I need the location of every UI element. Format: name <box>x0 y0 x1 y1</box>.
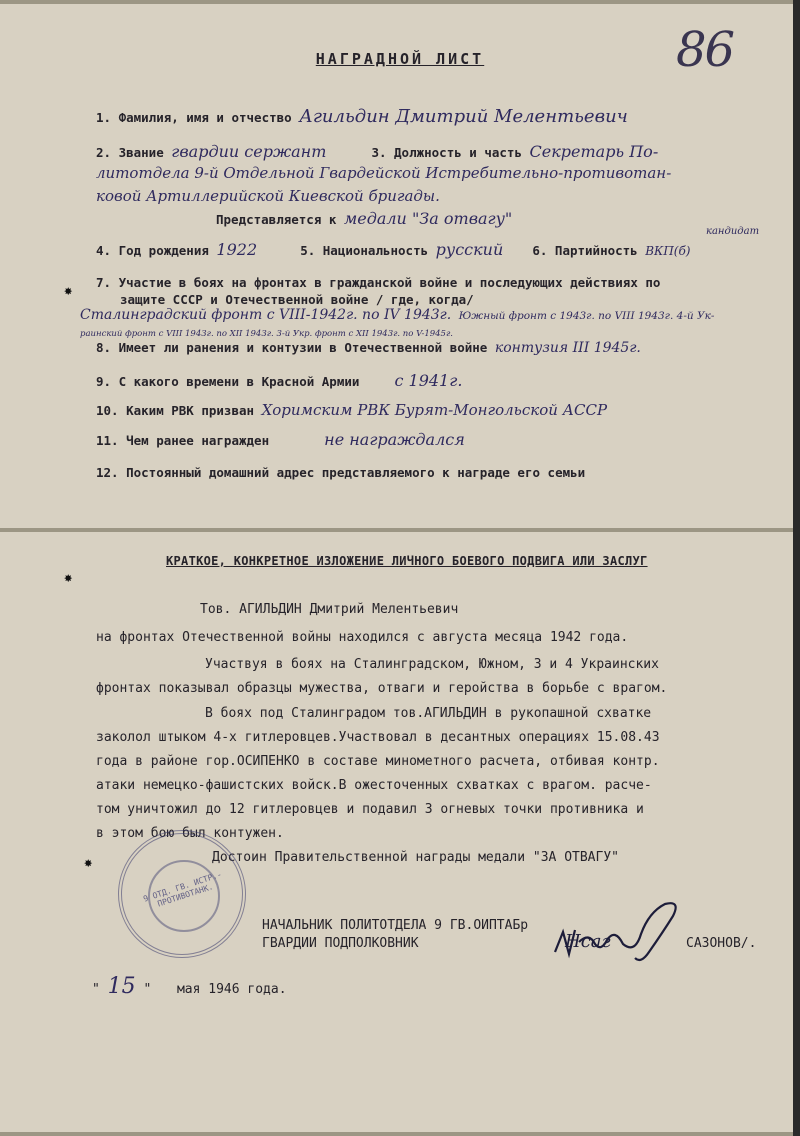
presented-label: Представляется к <box>216 212 337 227</box>
field-3-value-a: Секретарь По- <box>529 142 659 161</box>
field-3-line-b <box>96 164 671 182</box>
narrative-line-1: Тов. АГИЛЬДИН Дмитрий Мелентьевич <box>200 602 459 617</box>
field-7-value-a: Сталинградский фронт с VIII-1942г. по IV 1943г. <box>80 307 452 323</box>
narrative-line-4: фронтах показывал образцы мужества, отваги и геройства в борьбе с врагом. <box>96 681 668 696</box>
field-2 <box>96 142 658 161</box>
punch-hole-icon: ✸ <box>84 855 93 871</box>
field-3-value-c: ковой Артиллерийской Киевской бригады. <box>96 187 440 205</box>
field-3-label: 3. Должность и часть <box>371 145 522 160</box>
punch-hole-icon: ✸ <box>64 283 73 299</box>
field-8-value: контузия III 1945г. <box>494 340 641 356</box>
corner-page-number: 86 <box>676 22 734 78</box>
field-9-label: 9. С какого времени в Красной Армии <box>96 374 360 389</box>
field-11 <box>96 430 465 449</box>
field-12-label: 12. Постоянный домашний адрес представляемого к награде его семьи <box>96 465 586 480</box>
official-stamp <box>118 830 246 958</box>
field-10-value: Хоримским РВК Бурят-Монгольской АССР <box>261 401 608 419</box>
narrative-line-2: на фронтах Отечественной войны находился с августа месяца 1942 года. <box>96 630 629 645</box>
scan-edge <box>793 0 800 1136</box>
field-2-value: гвардии сержант <box>171 142 327 161</box>
handwritten-signature <box>545 892 695 967</box>
field-1-label: 1. Фамилия, имя и отчество <box>96 110 292 125</box>
field-10-label: 10. Каким РВК призван <box>96 403 255 418</box>
field-5-label: 5. Национальность <box>300 243 429 258</box>
stamp-text: 9 ОТД. ГВ. ИСТР.-ПРОТИВОТАНК. <box>142 869 223 909</box>
narrative-line-7: года в районе гор.ОСИПЕНКО в составе минометного расчета, отбивая контр. <box>96 754 660 769</box>
field-9 <box>96 371 462 390</box>
section-heading: КРАТКОЕ, КОНКРЕТНОЕ ИЗЛОЖЕНИЕ ЛИЧНОГО БОЕВОГО ПОДВИГА ИЛИ ЗАСЛУГ <box>166 554 648 568</box>
signatory-position: НАЧАЛЬНИК ПОЛИТОТДЕЛА 9 ГВ.ОИПТАБр <box>262 918 529 933</box>
field-4-value: 1922 <box>216 240 258 259</box>
date-day: 15 <box>107 974 136 999</box>
field-8 <box>96 340 641 356</box>
field-7-value-b: Южный фронт с 1943г. по VIII 1943г. 4-й Ук- <box>458 310 715 322</box>
narrative-line-8: атаки немецко-фашистских войск.В ожесточенных схватках с врагом. расче- <box>96 778 652 793</box>
narrative-line-9: том уничтожил до 12 гитлеровцев и подавил 3 огневых точки противника и <box>96 802 644 817</box>
presented-value: медали "За отвагу" <box>343 209 513 228</box>
field-7-values-ab <box>80 307 714 323</box>
narrative-line-3: Участвуя в боях на Сталинградском, Южном, 3 и 4 Украинских <box>205 657 659 672</box>
field-5-value: русский <box>435 240 504 259</box>
document-title: НАГРАДНОЙ ЛИСТ <box>315 50 485 68</box>
narrative-line-5: В боях под Сталинградом тов.АГИЛЬДИН в рукопашной схватке <box>205 706 652 721</box>
signatory-surname: САЗОНОВ/. <box>686 936 757 951</box>
punch-hole-icon: ✸ <box>64 570 73 586</box>
field-11-value: не награждался <box>324 430 465 449</box>
narrative-line-6: заколол штыком 4-х гитлеровцев.Участвовал в десантных операциях 15.08.43 <box>96 730 660 745</box>
narrative-line-11: Достоин Правительственной награды медали "ЗА ОТВАГУ" <box>212 850 619 865</box>
field-9-value: с 1941г. <box>394 371 463 390</box>
narrative-line-10: в этом бою был контужен. <box>96 826 284 841</box>
presented-line <box>216 209 512 228</box>
date-rest: мая 1946 года. <box>176 982 287 997</box>
field-11-label: 11. Чем ранее награжден <box>96 433 270 448</box>
field-4 <box>96 240 691 259</box>
field-7-value-c <box>80 324 453 339</box>
field-7-label-b: защите СССР и Отечественной войне / где, когда/ <box>120 292 474 307</box>
signatory-rank: ГВАРДИИ ПОДПОЛКОВНИК <box>262 936 419 951</box>
signature-text: Нсаг <box>565 931 611 952</box>
field-4-label: 4. Год рождения <box>96 243 209 258</box>
field-8-label: 8. Имеет ли ранения и контузии в Отечественной войне <box>96 340 488 355</box>
field-1 <box>96 106 628 127</box>
field-6-value: ВКП(б) <box>645 244 691 258</box>
field-7-label-a: 7. Участие в боях на фронтах в гражданской войне и последующих действиях по <box>96 275 661 290</box>
field-6-note: кандидат <box>706 226 760 237</box>
field-2-label: 2. Звание <box>96 145 164 160</box>
field-10 <box>96 401 607 419</box>
field-3-line-c <box>96 187 440 205</box>
field-7-value-c-text: раинский фронт с VIII 1943г. по XII 1943г. 3-й Укр. фронт с XII 1943г. по V-1945г. <box>80 329 453 339</box>
paper-sheet-top <box>0 4 800 528</box>
field-3-value-b: литотдела 9-й Отдельной Гвардейской Истребительно-противотан- <box>96 164 672 182</box>
field-1-value: Агильдин Дмитрий Мелентьевич <box>299 106 628 127</box>
date-line: " 15 " мая 1946 года. <box>92 974 287 999</box>
field-6-label: 6. Партийность <box>532 243 638 258</box>
